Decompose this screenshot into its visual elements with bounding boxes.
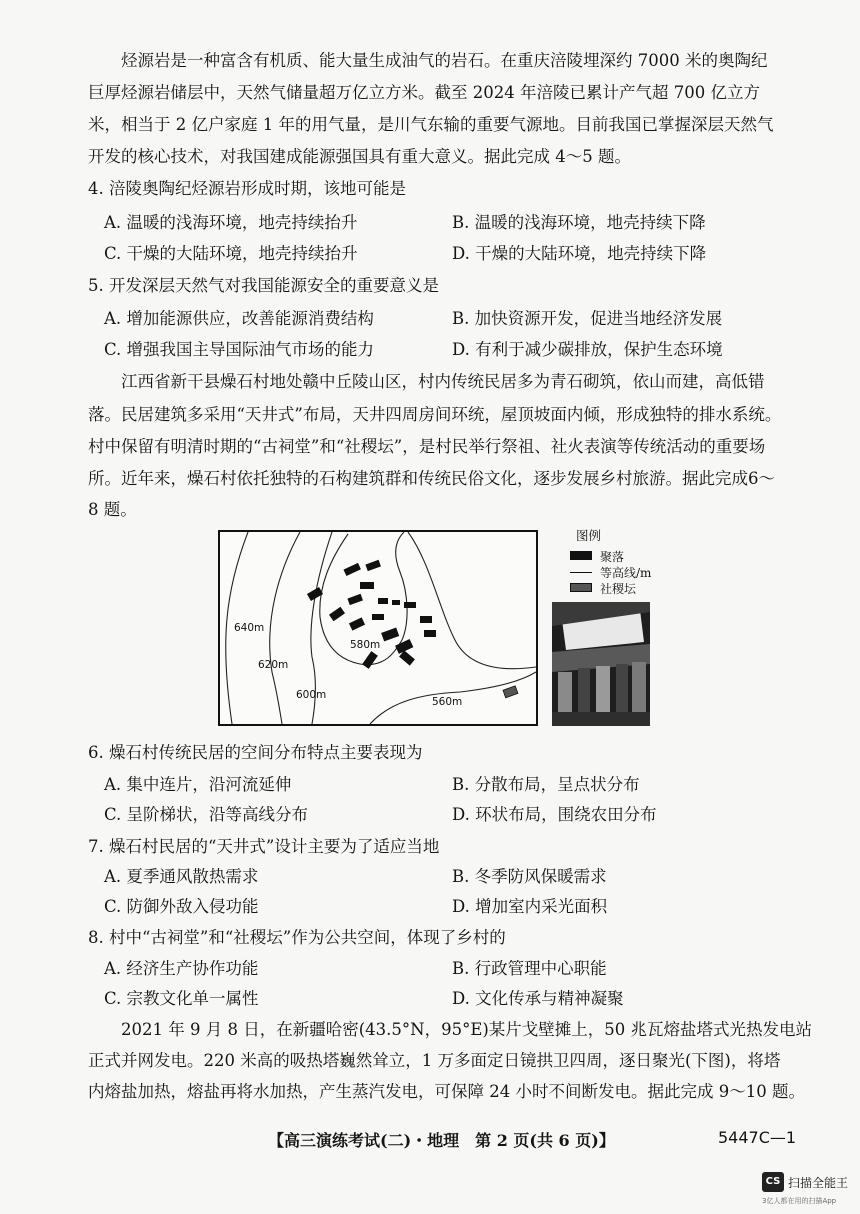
passage-line: 内熔盐加热，熔盐再将水加热，产生蒸汽发电，可保障 24 小时不间断发电。据此完成 9～10 题。 <box>88 1082 805 1101</box>
settlement-block <box>360 582 374 589</box>
option-b: B. 行政管理中心职能 <box>452 959 607 978</box>
settlement-block <box>424 630 436 637</box>
passage-line: 烃源岩是一种富含有机质、能大量生成油气的岩石。在重庆涪陵埋深约 7000 米的奥陶纪 <box>121 51 768 70</box>
altar-swatch <box>570 583 592 592</box>
settlement-block <box>365 560 381 571</box>
option-c: C. 增强我国主导国际油气市场的能力 <box>104 340 375 359</box>
option-a: A. 温暖的浅海环境，地壳持续抬升 <box>104 213 358 232</box>
passage-line: 米，相当于 2 亿户家庭 1 年的用气量，是川气东输的重要气源地。目前我国已掌握深层天然气 <box>88 115 774 134</box>
legend-label: 社稷坛 <box>600 582 637 596</box>
settlement-block <box>404 602 416 608</box>
option-b: B. 冬季防风保暖需求 <box>452 867 607 886</box>
passage-line: 村中保留有明清时期的“古祠堂”和“社稷坛”，是村民举行祭祖、社火表演等传统活动的重要场 <box>88 437 766 456</box>
option-d: D. 增加室内采光面积 <box>452 897 608 916</box>
contour-label-600: 600m <box>296 689 327 701</box>
contour-label-580: 580m <box>350 639 381 651</box>
option-a: A. 增加能源供应，改善能源消费结构 <box>104 309 374 328</box>
courtyard-photo-drawing <box>552 602 650 726</box>
option-d: D. 干燥的大陆环境，地壳持续下降 <box>452 244 707 263</box>
option-d: D. 有利于减少碳排放，保护生态环境 <box>452 340 723 359</box>
passage-line: 8 题。 <box>88 500 137 519</box>
question-stem: 8. 村中“古祠堂”和“社稷坛”作为公共空间，体现了乡村的 <box>88 928 506 947</box>
page-footer-title: 【高三演练考试(二)・地理 第 2 页(共 6 页)】 <box>268 1131 615 1150</box>
option-c: C. 防御外敌入侵功能 <box>104 897 259 916</box>
contour-lines <box>226 532 536 724</box>
option-a: A. 夏季通风散热需求 <box>104 867 259 886</box>
passage-line: 2021 年 9 月 8 日，在新疆哈密(43.5°N，95°E)某片戈壁摊上，50 兆瓦熔盐塔式光热发电站 <box>121 1020 813 1039</box>
contour-swatch <box>570 572 592 573</box>
legend-label: 聚落 <box>600 550 625 564</box>
map-legend <box>552 526 662 606</box>
settlement-block <box>362 651 378 669</box>
option-d: D. 文化传承与精神凝聚 <box>452 989 624 1008</box>
settlement-block <box>420 616 432 623</box>
contour-map <box>218 530 538 726</box>
passage-line: 巨厚烃源岩储层中，天然气储量超万亿立方米。截至 2024 年涪陵已累计产气超 700 亿立方 <box>88 83 760 102</box>
legend-label: 等高线/m <box>600 566 652 580</box>
settlement-block <box>372 614 384 620</box>
exam-code: 5447C—1 <box>718 1128 797 1147</box>
option-c: C. 干燥的大陆环境，地壳持续抬升 <box>104 244 358 263</box>
courtyard-photo <box>552 602 650 726</box>
contour-map-svg <box>220 532 536 724</box>
settlement-block <box>392 600 400 605</box>
passage-line: 所。近年来，燥石村依托独特的石构建筑群和传统民俗文化，逐步发展乡村旅游。据此完成6～ <box>88 469 775 488</box>
passage-line: 落。民居建筑多采用“天井式”布局，天井四周房间环统，屋顶坡面内倾，形成独特的排水系统。 <box>88 405 782 424</box>
option-c: C. 宗教文化单一属性 <box>104 989 259 1008</box>
watermark-subtitle: 3亿人都在用的扫描App <box>762 1197 837 1205</box>
contour-line-inner <box>408 532 536 669</box>
contour-label-640: 640m <box>234 622 265 634</box>
question-stem: 6. 燥石村传统民居的空间分布特点主要表现为 <box>88 743 423 762</box>
contour-label-620: 620m <box>258 659 289 671</box>
settlement-block <box>381 628 399 642</box>
question-stem: 5. 开发深层天然气对我国能源安全的重要意义是 <box>88 276 439 295</box>
contour-label-560: 560m <box>432 696 463 708</box>
settlement-block <box>347 594 363 605</box>
passage-line: 开发的核心技术，对我国建成能源强国具有重大意义。据此完成 4～5 题。 <box>88 147 631 166</box>
option-d: D. 环状布局，围绕农田分布 <box>452 805 657 824</box>
question-stem: 7. 燥石村民居的“天井式”设计主要为了适应当地 <box>88 837 440 856</box>
question-stem: 4. 涪陵奥陶纪烃源岩形成时期，该地可能是 <box>88 179 406 198</box>
option-b: B. 分散布局，呈点状分布 <box>452 775 640 794</box>
settlement-block <box>343 563 360 576</box>
option-c: C. 呈阶梯状，沿等高线分布 <box>104 805 309 824</box>
settlement-block <box>329 607 345 622</box>
camscanner-logo-icon: CS <box>762 1172 784 1192</box>
altar-marker <box>503 686 518 698</box>
legend-title: 图例 <box>576 528 602 543</box>
option-b: B. 加快资源开发，促进当地经济发展 <box>452 309 723 328</box>
passage-line: 江西省新干县燥石村地处赣中丘陵山区，村内传统民居多为青石砌筑，依山而建，高低错 <box>121 372 765 391</box>
passage-line: 正式并网发电。220 米高的吸热塔巍然耸立，1 万多面定日镜拱卫四周，逐日聚光(下图)，将塔 <box>88 1051 781 1070</box>
option-a: A. 集中连片，沿河流延伸 <box>104 775 292 794</box>
option-b: B. 温暖的浅海环境，地壳持续下降 <box>452 213 706 232</box>
settlement-block <box>378 598 388 604</box>
settlement-swatch <box>570 551 592 560</box>
option-a: A. 经济生产协作功能 <box>104 959 259 978</box>
watermark-name: 扫描全能王 <box>788 1176 849 1190</box>
scanner-watermark <box>762 1170 852 1210</box>
settlement-block <box>349 617 365 630</box>
